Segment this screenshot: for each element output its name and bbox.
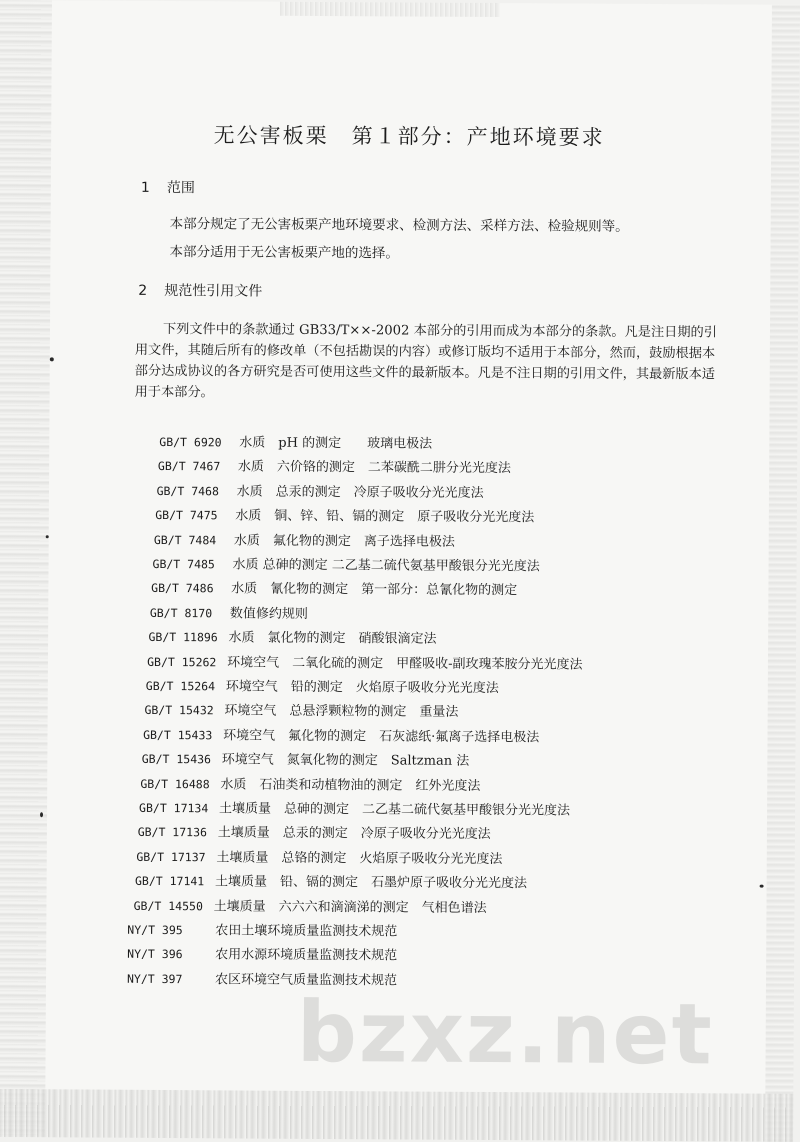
reference-item [151,577,517,598]
reference-item [140,772,480,793]
reference-description: 水质 氰化物的测定 第一部分：总氰化物的测定 [231,581,518,599]
reference-item [159,431,432,452]
reference-code: GB/T 15264 [145,678,216,694]
watermark: bzxz.net [296,982,714,1084]
reference-code: GB/T 7468 [156,483,219,499]
reference-item [127,919,397,940]
reference-item [146,675,499,696]
reference-code: GB/T 16488 [140,776,210,791]
reference-description: 水质 总汞的测定 冷原子吸收分光光度法 [236,484,484,501]
scan-noise-bottom [0,1089,793,1142]
reference-item [147,651,583,673]
reference-code: GB/T 17141 [134,874,205,889]
reference-description: 农田土壤环境质量监测技术规范 [215,923,398,940]
reference-code: GB/T 7486 [151,581,214,596]
reference-item [134,894,487,915]
reference-code: GB/T 7467 [157,459,221,474]
reference-description: 水质 铜、锌、铅、镉的测定 原子吸收分光光度法 [235,508,535,526]
reference-code: GB/T 7484 [153,532,217,547]
reference-item [154,529,455,550]
scope-paragraph-2: 本部分适用于无公害板栗产地的选择。 [169,244,400,262]
reference-description: 环境空气 氟化物的测定 石灰滤纸·氟离子选择电极法 [223,728,540,746]
scan-speck [46,535,49,538]
reference-item [155,504,534,525]
scan-speck [50,357,54,361]
reference-description: 环境空气 二氧化硫的测定 甲醛吸收-副玫瑰苯胺分光光度法 [227,654,583,673]
reference-code: GB/T 6920 [159,434,222,450]
reference-item [150,602,308,622]
reference-description: 水质 氟化物的测定 离子选择电极法 [233,533,455,550]
reference-item [136,846,502,867]
reference-item [144,699,458,720]
reference-description: 土壤质量 总铬的测定 火焰原子吸收分光光度法 [216,850,503,867]
reference-code: GB/T 15262 [147,654,217,669]
reference-description: 土壤质量 总砷的测定 二乙基二硫代氨基甲酸银分光光度法 [219,801,571,819]
reference-description: 水质 总砷的测定 二乙基二硫代氨基甲酸银分光光度法 [232,557,540,575]
reference-code: GB/T 17136 [137,825,208,840]
section-1-heading [141,177,195,197]
reference-item [148,626,436,647]
reference-code: GB/T 17137 [136,849,206,865]
reference-code: GB/T 14550 [133,898,203,913]
scan-speck [40,812,43,817]
reference-description: 水质 六价铬的测定 二苯碳酰二肼分光光度法 [237,459,512,477]
references-intro-paragraph: 下列文件中的条款通过 GB33/T××-2002 本部分的引用而成为本部分的条款。凡是注日期的引用文件，其随后所有的修改单（不包括勘误的内容）或修订版均不适用于本部分，然而，鼓励根据本部分达成协议的各方研究是否可使用这些文件的最新版本。凡是不注日期的引用文件，其最新版本适用于本部分。 [134,322,717,401]
reference-code: NY/T 397 [126,971,183,986]
reference-item [143,724,539,745]
reference-description: 土壤质量 铅、镉的测定 石墨炉原子吸收分光光度法 [214,874,528,892]
reference-description: 农区环境空气质量监测技术规范 [214,972,398,989]
reference-item [139,797,570,819]
reference-description: 水质 pH 的测定 玻璃电极法 [239,435,433,452]
section-2-number: 2 [138,282,148,299]
reference-item [157,480,484,501]
reference-item [138,821,491,842]
reference-code: GB/T 15432 [144,703,214,718]
scan-noise-top [280,2,500,17]
reference-code: NY/T 395 [127,922,183,938]
reference-code: GB/T 11896 [148,630,218,645]
section-2-heading [138,280,262,301]
document-title: 无公害板栗 第１部分：产地环境要求 [213,123,605,150]
reference-code: GB/T 15433 [143,727,213,743]
reference-description: 土壤质量 六六六和滴滴涕的测定 气相色谱法 [213,898,487,916]
section-1-title: 范围 [166,180,195,197]
reference-description: 农用水源环境质量监测技术规范 [215,947,398,964]
reference-description: 环境空气 总悬浮颗粒物的测定 重量法 [224,703,459,721]
scan-speck [760,885,764,888]
reference-description: 数值修约规则 [229,606,308,622]
reference-description: 水质 石油类和动植物油的测定 红外光度法 [220,776,481,794]
reference-code: GB/T 17134 [139,800,209,816]
reference-code: GB/T 7485 [152,556,215,572]
section-2-title: 规范性引用文件 [164,283,263,300]
reference-code: GB/T 7475 [155,508,218,523]
reference-code: GB/T 8170 [149,605,213,621]
scope-paragraph-1: 本部分规定了无公害板栗产地环境要求、检测方法、采样方法、检验规则等。 [169,216,629,235]
reference-code: NY/T 396 [127,947,183,962]
reference-item [142,748,470,769]
reference-code: GB/T 15436 [141,752,212,767]
reference-item [158,455,511,476]
reference-list [0,410,797,989]
reference-description: 环境空气 铅的测定 火焰原子吸收分光光度法 [225,679,499,697]
reference-description: 环境空气 氮氧化物的测定 Saltzman 法 [221,752,470,770]
reference-item [135,870,527,891]
reference-description: 土壤质量 总汞的测定 冷原子吸收分光光度法 [217,825,491,843]
reference-description: 水质 氯化物的测定 硝酸银滴定法 [228,630,437,647]
reference-item [153,553,540,574]
reference-item [127,943,397,964]
section-1-number: 1 [140,179,150,196]
